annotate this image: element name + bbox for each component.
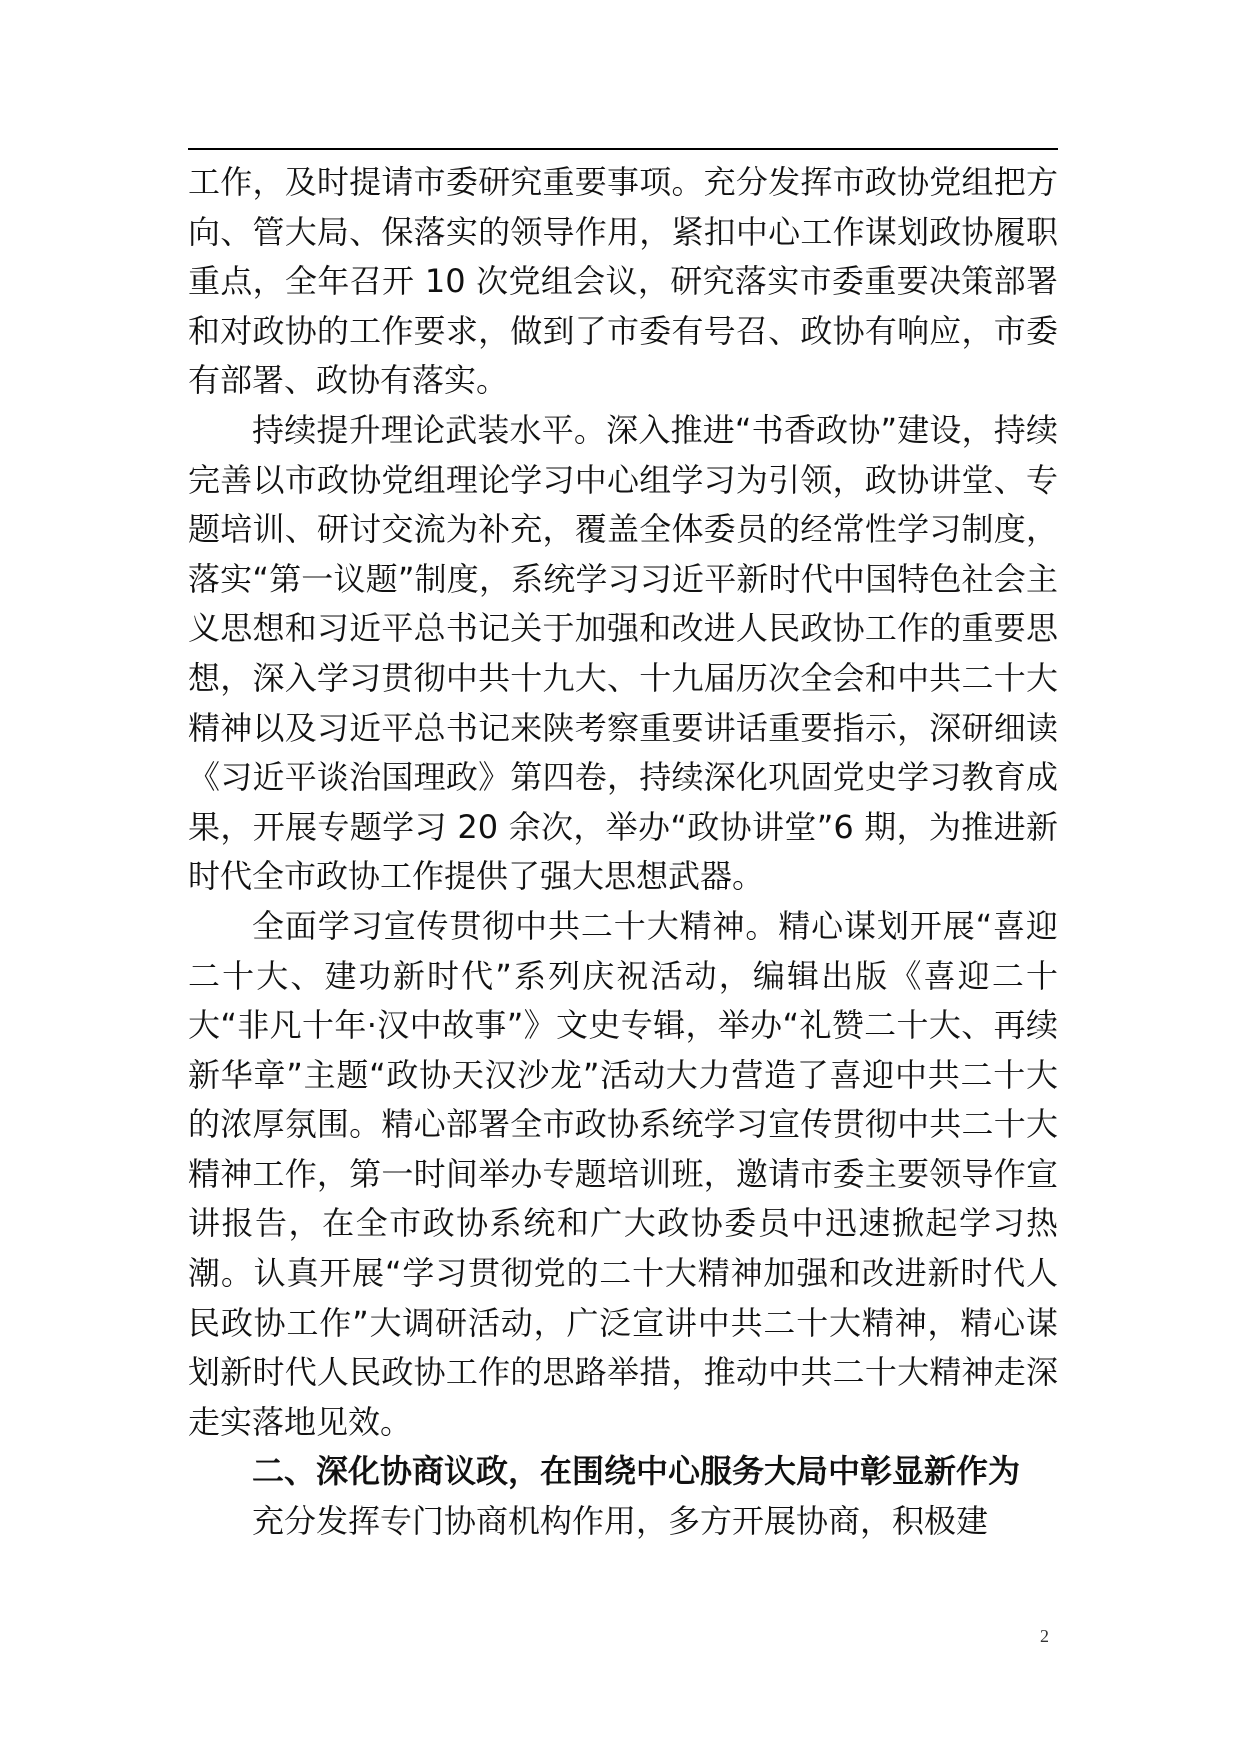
paragraph-consultation: 充分发挥专门协商机构作用，多方开展协商，积极建: [252, 1502, 989, 1541]
header-rule: [188, 148, 1058, 150]
page-number: 2: [1040, 1626, 1049, 1646]
paragraph-theory-study: 持续提升理论武装水平。深入推进“书香政协”建设，持续完善以市政协党组理论学习中心组学习为引领，政协讲堂、专题培训、研讨交流为补充，覆盖全体委员的经常性学习制度，落实“第一议题”制度，系统学习习近平新时代中国特色社会主义思想和习近平总书记关于加强和改进人民政协工作的重要思想，深入学习贯彻中共十九大、十九届历次全会和中共二十大精神以及习近平总书记来陕考察重要讲话重要指示，深研细读《习近平谈治国理政》第四卷，持续深化巩固党史学习教育成果，开展专题学习 20 余次，举办“政协讲堂”6 期，为推进新时代全市政协工作提供了强大思想武器。: [188, 410, 1058, 896]
paragraph-continuation: 工作，及时提请市委研究重要事项。充分发挥市政协党组把方向、管大局、保落实的领导作用，紧扣中心工作谋划政协履职重点，全年召开 10 次党组会议，研究落实市委重要决策部署和对政协的工作要求，做到了市委有号召、政协有响应，市委有部署、政协有落实。: [188, 163, 1058, 400]
section-heading: 二、深化协商议政，在围绕中心服务大局中彰显新作为: [252, 1452, 1021, 1491]
paragraph-twentieth-congress: 全面学习宣传贯彻中共二十大精神。精心谋划开展“喜迎二十大、建功新时代”系列庆祝活动，编辑出版《喜迎二十大“非凡十年·汉中故事”》文史专辑，举办“礼赞二十大、再续新华章”主题“政协天汉沙龙”活动大力营造了喜迎中共二十大的浓厚氛围。精心部署全市政协系统学习宣传贯彻中共二十大精神工作，第一时间举办专题培训班，邀请市委主要领导作宣讲报告，在全市政协系统和广大政协委员中迅速掀起学习热潮。认真开展“学习贯彻党的二十大精神加强和改进新时代人民政协工作”大调研活动，广泛宣讲中共二十大精神，精心谋划新时代人民政协工作的思路举措，推动中共二十大精神走深走实落地见效。: [188, 906, 1058, 1441]
document-body: [188, 158, 1058, 1547]
